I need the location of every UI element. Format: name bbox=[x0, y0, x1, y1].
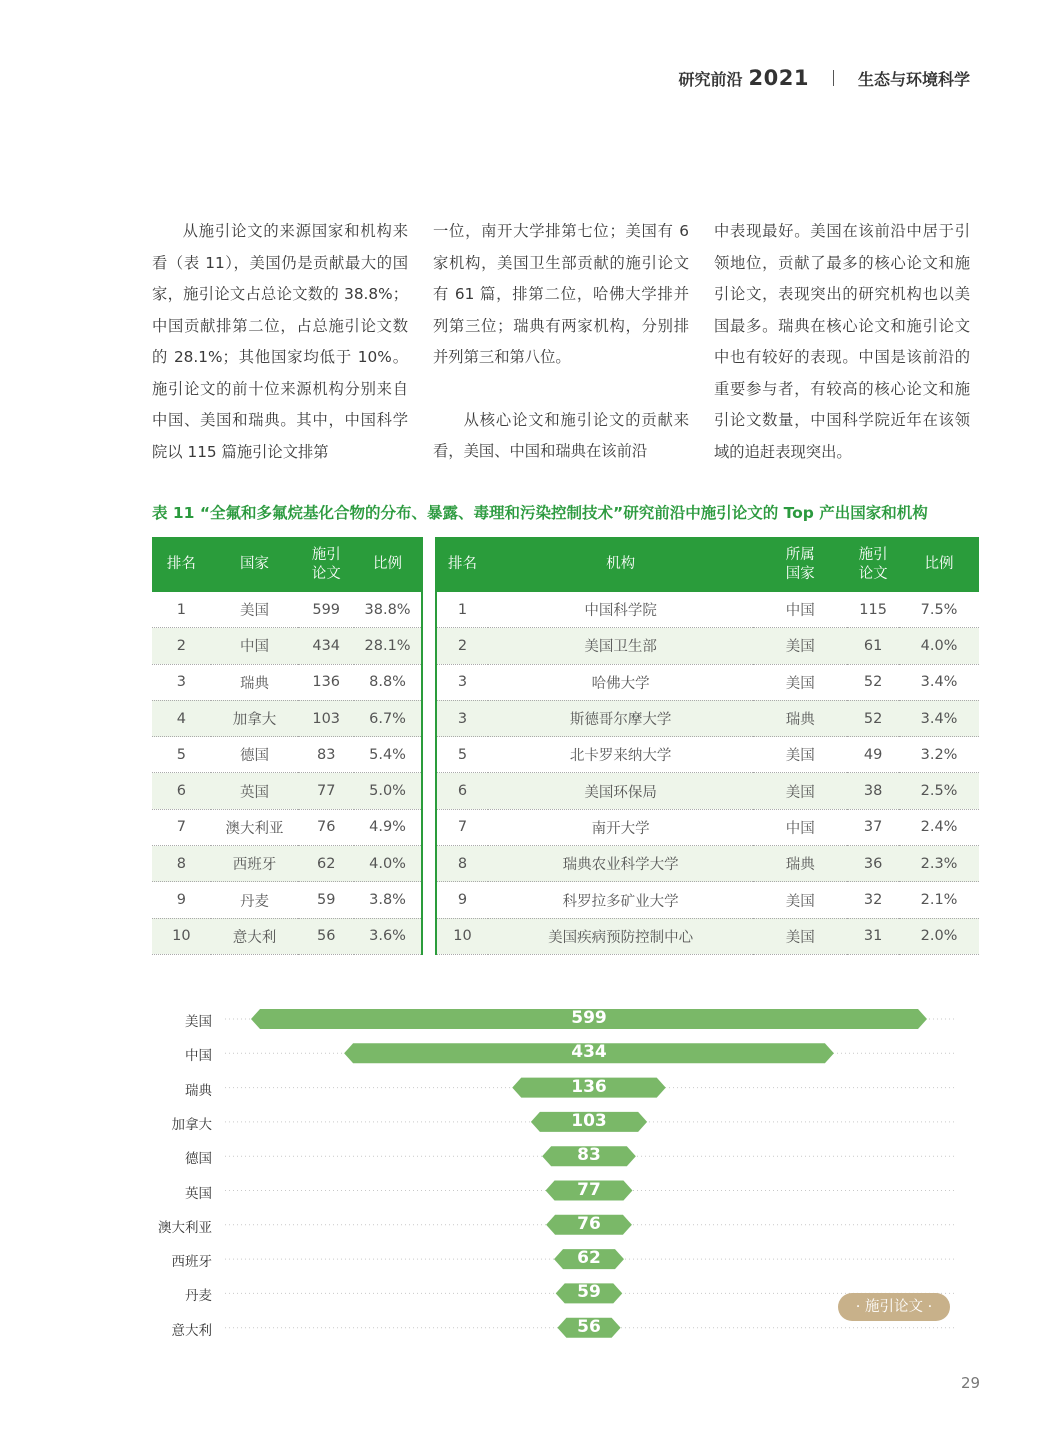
cell-citing-papers: 56 bbox=[298, 918, 354, 954]
bar-value-label: 83 bbox=[577, 1145, 601, 1166]
table-row bbox=[436, 700, 979, 736]
cell-institution: 美国疾病预防控制中心 bbox=[488, 918, 753, 954]
table-caption: 表 11 “全氟和多氟烷基化合物的分布、暴露、毒理和污染控制技术”研究前沿中施引论文的 Top 产出国家和机构 bbox=[152, 504, 928, 522]
cell-country: 德国 bbox=[211, 737, 299, 773]
cell-citing-papers: 76 bbox=[298, 809, 354, 845]
cell-country: 美国 bbox=[753, 918, 847, 954]
table-header-row bbox=[436, 537, 979, 592]
cell-country: 意大利 bbox=[211, 918, 299, 954]
cell-ratio: 4.0% bbox=[899, 628, 979, 664]
cell-ratio: 3.6% bbox=[354, 918, 422, 954]
cell-rank: 6 bbox=[436, 773, 488, 809]
header-year: 2021 bbox=[748, 66, 809, 90]
cell-ratio: 2.4% bbox=[899, 809, 979, 845]
category-label: 英国 bbox=[185, 1185, 212, 1202]
category-label: 丹麦 bbox=[185, 1288, 212, 1305]
table-row bbox=[152, 846, 422, 882]
table-row bbox=[436, 809, 979, 845]
paragraph: 中表现最好。美国在该前沿中居于引领地位，贡献了最多的核心论文和施引论文，表现突出的研究机构也以美国最多。瑞典在核心论文和施引论文中也有较好的表现。中国是该前沿的重要参与者，有较高的核心论文和施引论文数量，中国科学院近年在该领域的追赶表现突出。 bbox=[714, 222, 970, 461]
cell-ratio: 28.1% bbox=[354, 628, 422, 664]
cell-country: 瑞典 bbox=[211, 664, 299, 700]
column-header-citing-papers: 施引 论文 bbox=[298, 537, 354, 592]
cell-country: 丹麦 bbox=[211, 882, 299, 918]
cell-ratio: 3.4% bbox=[899, 664, 979, 700]
cell-citing-papers: 599 bbox=[298, 592, 354, 628]
category-label: 加拿大 bbox=[171, 1116, 212, 1133]
column-header-rank: 排名 bbox=[436, 537, 488, 592]
chart-legend: · 施引论文 · bbox=[838, 1293, 950, 1321]
cell-citing-papers: 49 bbox=[847, 737, 899, 773]
cell-country: 英国 bbox=[211, 773, 299, 809]
table-row bbox=[436, 592, 979, 628]
cell-citing-papers: 38 bbox=[847, 773, 899, 809]
country-table bbox=[152, 537, 423, 955]
text-column-2 bbox=[433, 216, 689, 468]
cell-country: 瑞典 bbox=[753, 846, 847, 882]
table-row bbox=[436, 918, 979, 954]
cell-rank: 1 bbox=[436, 592, 488, 628]
cell-institution: 北卡罗来纳大学 bbox=[488, 737, 753, 773]
category-label: 瑞典 bbox=[185, 1082, 212, 1099]
bar-value-label: 76 bbox=[577, 1213, 601, 1234]
cell-ratio: 4.9% bbox=[354, 809, 422, 845]
cell-ratio: 8.8% bbox=[354, 664, 422, 700]
bar-value-label: 59 bbox=[577, 1282, 601, 1303]
cell-rank: 6 bbox=[152, 773, 211, 809]
table-row bbox=[152, 628, 422, 664]
cell-country: 美国 bbox=[211, 592, 299, 628]
cell-citing-papers: 37 bbox=[847, 809, 899, 845]
cell-rank: 2 bbox=[436, 628, 488, 664]
cell-institution: 斯德哥尔摩大学 bbox=[488, 700, 753, 736]
cell-ratio: 38.8% bbox=[354, 592, 422, 628]
table-row bbox=[436, 773, 979, 809]
cell-citing-papers: 31 bbox=[847, 918, 899, 954]
cell-ratio: 5.0% bbox=[354, 773, 422, 809]
cell-country: 美国 bbox=[753, 773, 847, 809]
page-number: 29 bbox=[961, 1374, 981, 1392]
column-header-ratio: 比例 bbox=[899, 537, 979, 592]
category-label: 西班牙 bbox=[171, 1254, 212, 1271]
cell-citing-papers: 62 bbox=[298, 846, 354, 882]
cell-institution: 美国卫生部 bbox=[488, 628, 753, 664]
cell-institution: 美国环保局 bbox=[488, 773, 753, 809]
cell-rank: 3 bbox=[436, 664, 488, 700]
header-title: 研究前沿 bbox=[678, 69, 743, 89]
cell-citing-papers: 61 bbox=[847, 628, 899, 664]
bar-value-label: 599 bbox=[571, 1008, 607, 1028]
header-divider bbox=[833, 70, 834, 86]
citing-papers-chart bbox=[150, 1000, 960, 1350]
bar-value-label: 62 bbox=[577, 1248, 601, 1269]
cell-country: 中国 bbox=[753, 592, 847, 628]
table-row bbox=[152, 918, 422, 954]
table-row bbox=[436, 846, 979, 882]
column-header-country: 国家 bbox=[211, 537, 299, 592]
cell-ratio: 4.0% bbox=[354, 846, 422, 882]
institution-table bbox=[435, 537, 979, 955]
cell-rank: 4 bbox=[152, 700, 211, 736]
table-row bbox=[436, 737, 979, 773]
cell-ratio: 6.7% bbox=[354, 700, 422, 736]
cell-ratio: 3.4% bbox=[899, 700, 979, 736]
table-row bbox=[152, 700, 422, 736]
cell-country: 美国 bbox=[753, 882, 847, 918]
cell-rank: 7 bbox=[152, 809, 211, 845]
header-field: 生态与环境科学 bbox=[857, 69, 970, 89]
cell-ratio: 7.5% bbox=[899, 592, 979, 628]
cell-citing-papers: 32 bbox=[847, 882, 899, 918]
paragraph: 从施引论文的来源国家和机构来看（表 11），美国仍是贡献最大的国家，施引论文占总论文数的 38.8%；中国贡献排第二位，占总施引论文数的 28.1%；其他国家均低于 10%。施引论文的前十位来源机构分别来自中国、美国和瑞典。其中，中国科学院以 115 篇施引论文排第 bbox=[152, 222, 408, 461]
cell-ratio: 3.8% bbox=[354, 882, 422, 918]
category-label: 中国 bbox=[185, 1048, 212, 1065]
category-label: 德国 bbox=[185, 1151, 212, 1168]
cell-rank: 7 bbox=[436, 809, 488, 845]
cell-citing-papers: 83 bbox=[298, 737, 354, 773]
cell-institution: 南开大学 bbox=[488, 809, 753, 845]
cell-rank: 2 bbox=[152, 628, 211, 664]
paragraph: 一位，南开大学排第七位；美国有 6 家机构，美国卫生部贡献的施引论文有 61 篇，排第二位，哈佛大学排并列第三位；瑞典有两家机构，分别排并列第三和第八位。 bbox=[433, 222, 689, 366]
cell-country: 中国 bbox=[211, 628, 299, 664]
table-row bbox=[152, 809, 422, 845]
text-column-3 bbox=[714, 216, 970, 468]
table-row bbox=[152, 592, 422, 628]
cell-ratio: 2.0% bbox=[899, 918, 979, 954]
table-row bbox=[152, 737, 422, 773]
cell-country: 美国 bbox=[753, 664, 847, 700]
cell-institution: 瑞典农业科学大学 bbox=[488, 846, 753, 882]
cell-rank: 3 bbox=[436, 700, 488, 736]
table-row bbox=[436, 628, 979, 664]
paragraph: 从核心论文和施引论文的贡献来看，美国、中国和瑞典在该前沿 bbox=[433, 410, 689, 460]
cell-country: 中国 bbox=[753, 809, 847, 845]
cell-ratio: 2.5% bbox=[899, 773, 979, 809]
text-column-1 bbox=[152, 216, 408, 468]
cell-citing-papers: 59 bbox=[298, 882, 354, 918]
cell-rank: 10 bbox=[152, 918, 211, 954]
column-header-rank: 排名 bbox=[152, 537, 211, 592]
cell-ratio: 3.2% bbox=[899, 737, 979, 773]
cell-rank: 9 bbox=[436, 882, 488, 918]
bar-value-label: 434 bbox=[571, 1042, 607, 1063]
cell-citing-papers: 434 bbox=[298, 628, 354, 664]
cell-country: 美国 bbox=[753, 737, 847, 773]
bar-value-label: 136 bbox=[571, 1076, 607, 1097]
cell-ratio: 2.1% bbox=[899, 882, 979, 918]
cell-rank: 9 bbox=[152, 882, 211, 918]
cell-citing-papers: 103 bbox=[298, 700, 354, 736]
column-header-ratio: 比例 bbox=[354, 537, 422, 592]
cell-rank: 5 bbox=[152, 737, 211, 773]
cell-rank: 8 bbox=[152, 846, 211, 882]
table-row bbox=[152, 664, 422, 700]
cell-country: 西班牙 bbox=[211, 846, 299, 882]
running-header bbox=[679, 66, 970, 90]
cell-citing-papers: 136 bbox=[298, 664, 354, 700]
table-row bbox=[436, 882, 979, 918]
bar-value-label: 56 bbox=[577, 1316, 601, 1337]
cell-country: 瑞典 bbox=[753, 700, 847, 736]
bar-value-label: 77 bbox=[577, 1179, 601, 1200]
table-row bbox=[152, 773, 422, 809]
cell-rank: 10 bbox=[436, 918, 488, 954]
category-label: 澳大利亚 bbox=[158, 1219, 212, 1236]
category-label: 美国 bbox=[185, 1014, 212, 1030]
table-header-row bbox=[152, 537, 422, 592]
cell-citing-papers: 52 bbox=[847, 700, 899, 736]
table-row bbox=[152, 882, 422, 918]
cell-citing-papers: 77 bbox=[298, 773, 354, 809]
cell-rank: 8 bbox=[436, 846, 488, 882]
cell-ratio: 5.4% bbox=[354, 737, 422, 773]
cell-institution: 中国科学院 bbox=[488, 592, 753, 628]
column-header-country: 所属 国家 bbox=[753, 537, 847, 592]
cell-citing-papers: 52 bbox=[847, 664, 899, 700]
cell-rank: 1 bbox=[152, 592, 211, 628]
cell-institution: 哈佛大学 bbox=[488, 664, 753, 700]
table-row bbox=[436, 664, 979, 700]
cell-rank: 5 bbox=[436, 737, 488, 773]
cell-citing-papers: 115 bbox=[847, 592, 899, 628]
cell-citing-papers: 36 bbox=[847, 846, 899, 882]
cell-rank: 3 bbox=[152, 664, 211, 700]
cell-country: 加拿大 bbox=[211, 700, 299, 736]
category-label: 意大利 bbox=[171, 1322, 212, 1339]
cell-ratio: 2.3% bbox=[899, 846, 979, 882]
cell-country: 澳大利亚 bbox=[211, 809, 299, 845]
cell-institution: 科罗拉多矿业大学 bbox=[488, 882, 753, 918]
column-header-citing-papers: 施引 论文 bbox=[847, 537, 899, 592]
cell-country: 美国 bbox=[753, 628, 847, 664]
column-header-institution: 机构 bbox=[488, 537, 753, 592]
bar-value-label: 103 bbox=[571, 1110, 607, 1131]
